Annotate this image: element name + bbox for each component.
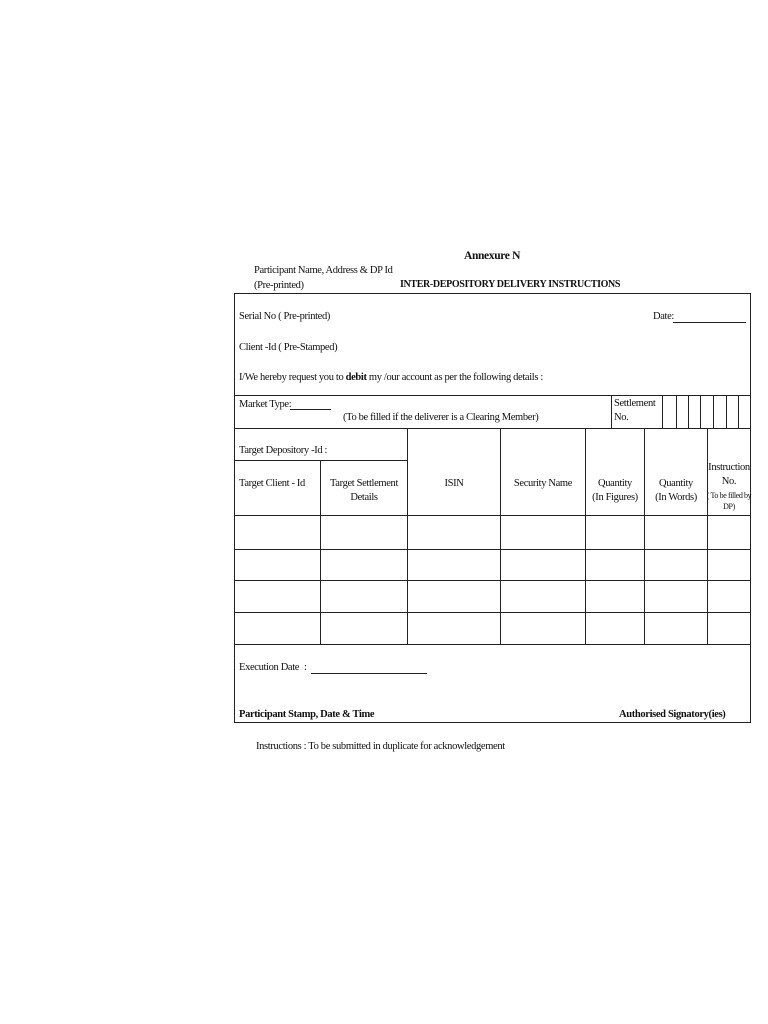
divider (234, 395, 751, 396)
settlement-box-divider (688, 395, 689, 428)
target-depository-label: Target Depository -Id : (239, 445, 328, 456)
row-divider (234, 515, 751, 516)
row-divider (234, 644, 751, 645)
authorised-signatory-label: Authorised Signatory(ies) (619, 709, 726, 720)
divider (234, 428, 751, 429)
row-divider (234, 612, 751, 613)
settlement-box-divider (662, 395, 663, 428)
quantity-words-header: Quantity (659, 478, 693, 489)
row-divider (234, 549, 751, 550)
instruction-dp-note-end: DP) (723, 502, 735, 511)
security-name-header: Security Name (513, 478, 573, 489)
target-settlement-header: Target Settlement (329, 478, 399, 489)
clearing-member-note: (To be filled if the deliverer is a Clearing Member) (343, 412, 539, 423)
participant-preprinted-label: (Pre-printed) (254, 280, 304, 291)
instruction-no-header: Instruction (708, 462, 750, 473)
instruction-dp-note: ( To be filled by (706, 491, 752, 500)
settlement-no-label: No. (614, 412, 629, 423)
form-title: INTER-DEPOSITORY DELIVERY INSTRUCTIONS (400, 279, 621, 290)
settlement-box-divider (713, 395, 714, 428)
annexure-heading: Annexure N (464, 250, 521, 262)
quantity-figures-header: Quantity (598, 478, 632, 489)
execution-date-label: Execution Date (239, 662, 300, 673)
settlement-label: Settlement (614, 398, 656, 409)
target-settlement-details-header: Details (350, 492, 378, 503)
settlement-box-divider (700, 395, 701, 428)
client-id-label: Client -Id ( Pre-Stamped) (239, 342, 338, 353)
form-frame (234, 293, 751, 723)
target-client-id-header: Target Client - Id (239, 478, 305, 489)
execution-date-field[interactable] (311, 664, 427, 674)
isin-header: ISIN (444, 478, 464, 489)
row-divider (234, 580, 751, 581)
quantity-words-sub: (In Words) (655, 492, 697, 503)
settlement-box-divider (726, 395, 727, 428)
instruction-no-sub: No. (721, 476, 737, 487)
execution-date-colon: : (304, 662, 307, 673)
settlement-box-divider (738, 395, 739, 428)
market-type-label: Market Type: (239, 399, 292, 410)
quantity-figures-sub: (In Figures) (592, 492, 638, 503)
divider (234, 460, 408, 461)
date-label: Date: (653, 311, 674, 322)
market-type-field[interactable] (290, 400, 331, 410)
settlement-box-divider (676, 395, 677, 428)
serial-no-label: Serial No ( Pre-printed) (239, 311, 331, 322)
instructions-note: Instructions : To be submitted in duplicate for acknowledgement (256, 741, 505, 752)
debit-request-text: I/We hereby request you to debit my /our account as per the following details : (239, 372, 543, 383)
divider (611, 395, 612, 428)
participant-name-label: Participant Name, Address & DP Id (254, 265, 393, 276)
date-field[interactable] (673, 313, 746, 323)
participant-stamp-label: Participant Stamp, Date & Time (239, 709, 375, 720)
